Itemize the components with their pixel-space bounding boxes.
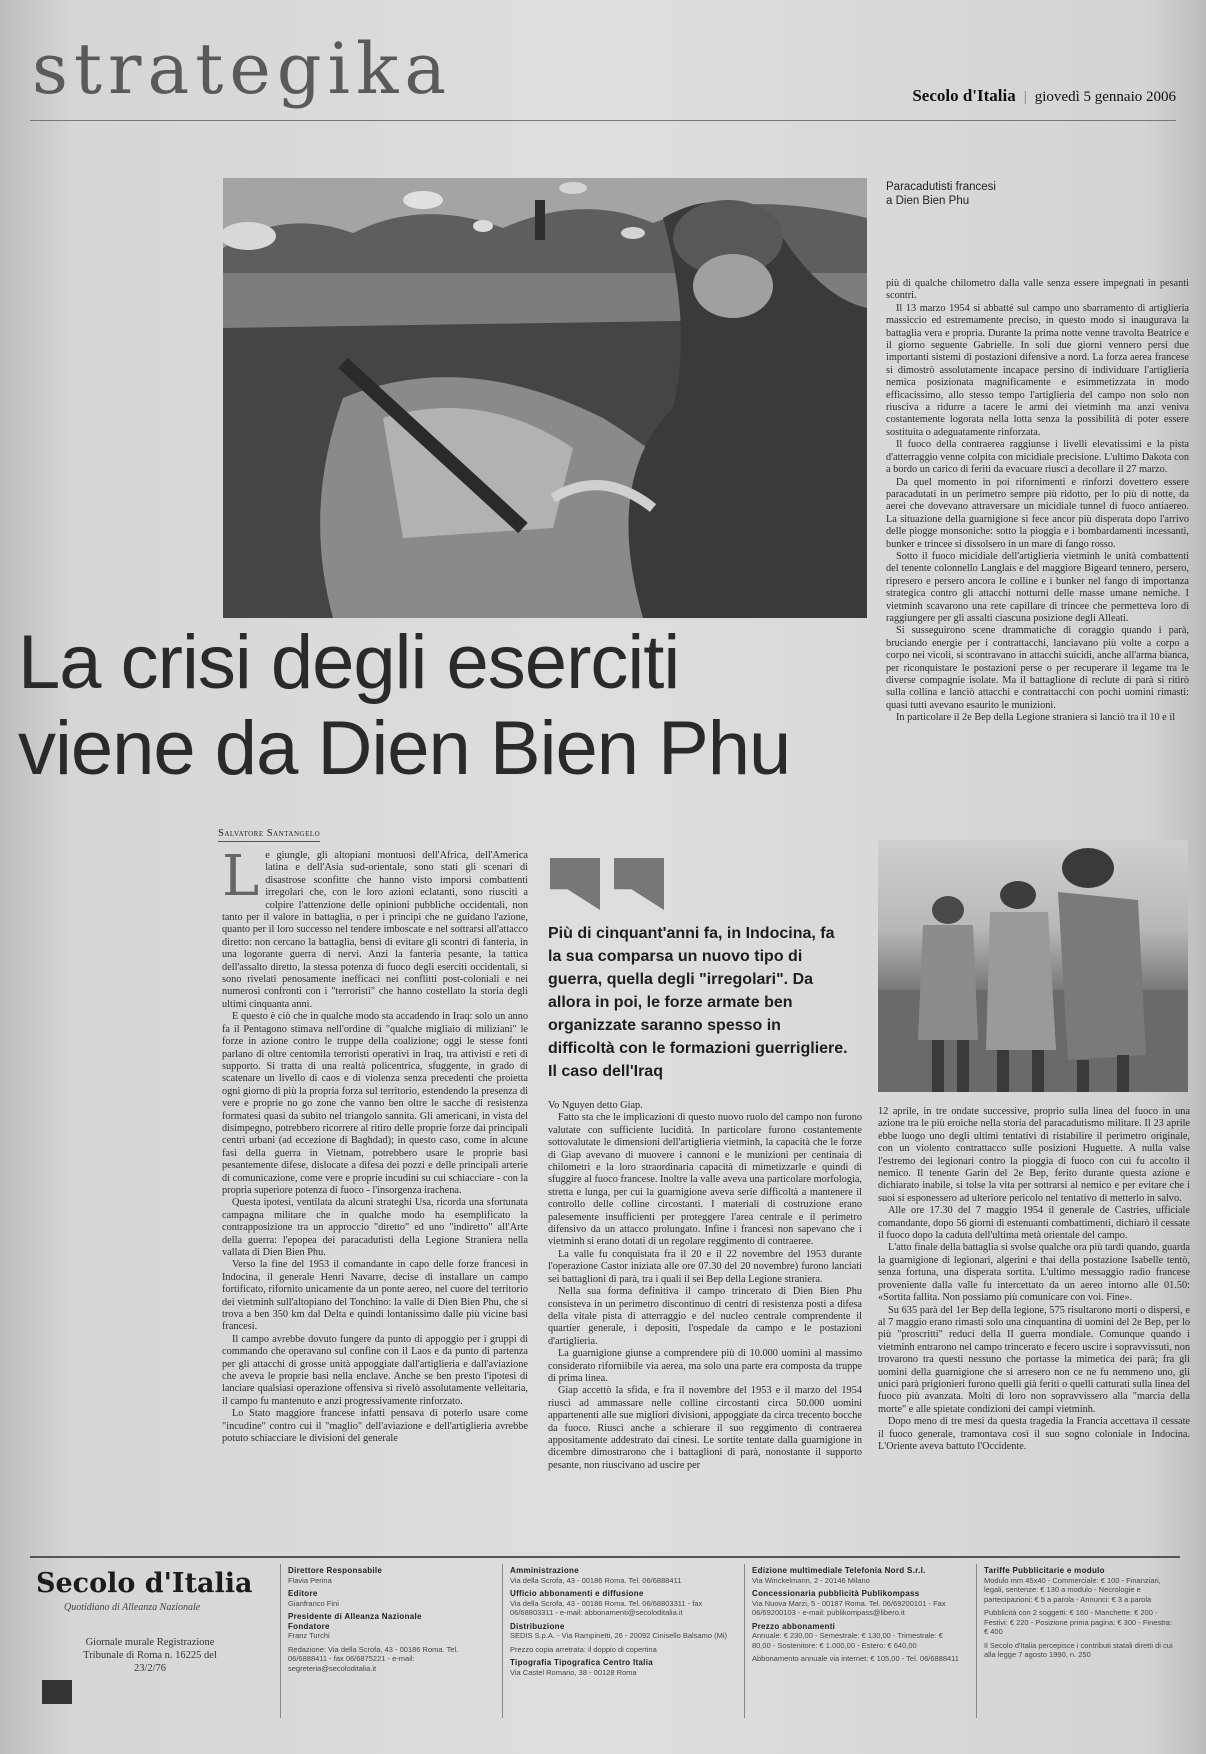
- publication-name: Secolo d'Italia: [912, 86, 1016, 105]
- colophon-key: Distribuzione: [510, 1621, 565, 1631]
- colophon-key: Presidente di Alleanza Nazionale: [288, 1612, 422, 1621]
- article-column-2: [548, 1100, 862, 1472]
- colophon-key: Editore: [288, 1589, 318, 1598]
- divider: [976, 1564, 977, 1718]
- colophon-value: Franz Turchi: [288, 1631, 330, 1640]
- byline: Salvatore Santangelo: [218, 828, 320, 842]
- paragraph: Giap accettò la sfida, e fra il novembre del 1953 e il marzo del 1954 riuscì ad ammassare nelle colline circostanti circa 50.000 uomini appartenenti alle sue migliori divisioni, appoggiate da circa trecento bocche da fuoco. Riuscì anche a schierare il suo reggimento di contraerea appositamente addestrato dai cinesi. Le sortite tentate dalla guarnigione in dicembre dimostrarono che i battaglioni di parà, nonostante il supporto pesante, non riuscivano ad uscire per: [548, 1385, 862, 1471]
- paragraph: Lo Stato maggiore francese infatti pensava di poterlo usare come "incudine" contro cui il "maglio" dell'aviazione e dell'artiglieria avrebbe potuto schiacciare le divisioni del generale: [222, 1408, 528, 1445]
- headline-line1: La crisi degli eserciti: [18, 620, 680, 705]
- issue-line: [912, 86, 1176, 106]
- soldiers-photo: [878, 840, 1188, 1092]
- colophon-value: Pubblicità con 2 soggetti: € 160 - Manchette: € 200 - Festivi: € 220 - Posizione prima pagina: € 300 - Finestra: € 400: [984, 1608, 1173, 1636]
- colophon-value: Flavia Perina: [288, 1575, 332, 1585]
- colophon-value: Via della Scrofa, 43 - 00186 Roma. Tel. 06/68803311 - fax 06/68803311 - e-mail: abbonamenti@secoloditalia.it: [510, 1598, 703, 1617]
- colophon-commercial: [752, 1566, 962, 1668]
- colophon-value: Prezzo copia arretrata: il doppio di copertina: [510, 1644, 657, 1654]
- photo-caption-line2: a Dien Bien Phu: [886, 195, 970, 207]
- headline: [18, 620, 878, 792]
- paragraph: Da quel momento in poi rifornimenti e rinforzi dovettero essere paracadutati in un perimetro sempre più ridotto, per lo più di notte, da aerei che dovevano attraversare un micidiale tunnel di fuoco antiaereo. La situazione della guarnigione si fece ancor più disperata dopo l'arrivo delle piogge monsoniche: sotto la pioggia e i bombardamenti incessanti, bunker e trincee si dissolsero in un mare di fango rosso.: [886, 476, 1189, 550]
- masthead-rule: [30, 120, 1176, 121]
- paragraph: Si susseguirono scene drammatiche di coraggio quando i parà, bruciando energie per i contrattacchi, lanciavano più volte a corpo a corpo nei vicoli, si scontravano in attacchi suicidi, anche all'arma bianca, per riconquistare le postazioni perse o per recuperare il legame tra le diverse compagnie isolate. Ma il battaglione di reclute di parà si ritirò sulla collina e lanciò attacchi e contrattacchi con pochi uomini rimasti: quasi tutti avevano esaurito le munizioni.: [886, 625, 1189, 711]
- colophon-key: Prezzo abbonamenti: [752, 1621, 836, 1631]
- paragraph: Su 635 parà del 1er Bep della legione, 575 risultarono morti o dispersi, e al 7 maggio erano rimasti solo una cinquantina di uomini del 2e Bep, per lo più "proscritti" reduci della II guerra mondiale. Comunque quando i vietminh entrarono nel campo trincerato e fecero uscire i sopravvissuti, non trovarono tra questi nessuno che portasse la mimetica dei parà; fra gli uomini della guarnigione che si arresero non ce ne fu nemmeno uno, gli unici parà prigionieri furono quelli già feriti o quelli catturati sulla linea del fuoco più avanzata. Molti di loro non sopravvissero alla "marcia della morte" e alle spietate condizioni dei campi vietminh.: [878, 1304, 1190, 1415]
- photo-caption-line1: Paracadutisti francesi: [886, 181, 996, 193]
- quote-marks-icon: [550, 858, 680, 910]
- colophon-value: Annuale: € 230,00 - Semestrale: € 130,00 - Trimestrale: € 80,00 - Sostenitore: € 1.000,00 - Estero: € 640,00: [752, 1631, 943, 1650]
- section-title: strategika: [32, 28, 453, 110]
- paragraph: Il 13 marzo 1954 si abbatté sul campo uno sbarramento di artiglieria massiccio ed estremamente preciso, in questo modo si inaugurava la battaglia vera e propria. Durante la prima notte venne travolta Beatrice e il giorno seguente Gabrielle. In soli due giorni vennero persi due importanti sistemi di postazioni difensive a nord. La forza aerea francese si dimostrò assolutamente incapace persino di individuare l'artiglieria nemica posizionata magnificamente e esimmetizzata in modo efficacissimo, allo stesso tempo l'artiglieria del campo non solo non riusciva a ridurre a tacere le armi dei vietminh ma anzi veniva costantemente logorata nella lotta senza la possibilità di poter essere sostituita o adeguatamente rinforzata.: [886, 302, 1189, 438]
- colophon-key: Concessionaria pubblicità Publikompass: [752, 1589, 920, 1598]
- paragraph: E questo è ciò che in qualche modo sta accadendo in Iraq: solo un anno fa il Pentagono stimava nell'ordine di "qualche migliaio di miliziani" le forze in azione contro le truppe della coalizione; oggi le stesse fonti parlano di oltre centomila terroristi operativi in Iraq, tra attivisti e reti di supporto. Si tratta di una realtà policentrica, sfuggente, in grado di scatenare un livello di caos e di violenza senza precedenti che proietta ogni giorno di più la propria forza sul territorio, estendendo la presenza di vere e proprie no go zone che vanno ben oltre le sacche di resistenza formatesi quasi da subito nel triangolo sannita. Gli americani, in vista del disimpegno, potrebbero ricorrere al ritiro delle proprie forze dai principali centri urbani (ad eccezione di Baghdad); in questo caso, come in alcune fasi della guerra in Vietnam, potrebbero usare le proprie basi pesantemente difese, dislocate a difesa dei pozzi e delle principali arterie di comunicazione, come vere e proprie incudini su cui schiacciare - con la propria superiore potenza di fuoco - l'insorgenza irachena.: [222, 1011, 528, 1196]
- paragraph: Vo Nguyen detto Giap.: [548, 1100, 643, 1111]
- colophon-key: Tariffe Pubblicitarie e modulo: [984, 1566, 1105, 1575]
- divider: [502, 1564, 503, 1718]
- colophon-value: Via Nuova Marzi, 5 - 00187 Roma. Tel. 06/69200101 - Fax 06/69200103 - e-mail: publikompass@libero.it: [752, 1598, 946, 1617]
- paragraph: e giungle, gli altopiani montuosi dell'Africa, dell'America latina e dell'Asia sud-orientale, sono stati gli scenari di disastrose sconfitte che hanno visto imporsi combattenti irregolari che, con le loro azioni eclatanti, sono riusciti a colpire l'attenzione delle opinioni pubbliche occidentali, non tanto per il valore in battaglia, o per i principi che ne guidano l'azione, quanto per il loro successo nel tendere imboscate e nel sottrarsi all'attacco diretto: non cercano la battaglia, bensì di evitare gli scontri di fanteria, in una logorante guerra di nervi. Anzi la fanteria pesante, la tattica dell'assalto diretto, la stessa potenza di fuoco degli eserciti occidentali, si sono rivelati penosamente inefficaci nei conflitti post-coloniali e nei numerosi confronti con i "terroristi" che hanno costellato la storia degli ultimi cinquanta anni.: [222, 850, 528, 1010]
- paratroopers-photo: [223, 178, 867, 618]
- paragraph: più di qualche chilometro dalla valle senza essere impegnati in pesanti scontri.: [886, 278, 1189, 302]
- paragraph: Dopo meno di tre mesi da questa tragedia la Francia accettava il cessate il fuoco generale, tramontava così il suo sogno coloniale in Indocina. L'Oriente aveva battuto l'Occidente.: [878, 1416, 1190, 1452]
- article-column-3-top: [886, 278, 1189, 725]
- colophon-key: Ufficio abbonamenti e diffusione: [510, 1589, 644, 1598]
- paragraph: Questa ipotesi, ventilata da alcuni strateghi Usa, ricorda una sfortunata campagna militare che in qualche modo ha esemplificato la contrapposizione tra un approccio "diretto" ed uno "indiretto" all'Arte della guerra: l'epopea dei paracadutisti della Legione Straniera nella vallata di Dien Bien Phu.: [222, 1197, 528, 1258]
- colophon-value: Il Secolo d'Italia percepisce i contributi statali diretti di cui alla legge 7 agosto 1990, n. 250: [984, 1640, 1173, 1659]
- issue-separator: |: [1023, 89, 1027, 105]
- paragraph: Nella sua forma definitiva il campo trincerato di Dien Bien Phu consisteva in un perimetro discontinuo di centri di resistenza posti a difesa della vitale pista di atterraggio e del nucleo centrale comprendente il quartier generale, i depositi, l'ospedale da campo e le postazioni d'artiglieria.: [548, 1286, 862, 1347]
- registration-note: Giornale murale Registrazione Tribunale di Roma n. 16225 del 23/2/76: [83, 1637, 217, 1674]
- colophon-value: Via Castel Romano, 38 - 00128 Roma: [510, 1667, 637, 1677]
- paragraph: La valle fu conquistata fra il 20 e il 22 novembre del 1953 durante l'operazione Castor iniziata alle ore 07.30 del 20 novembre) furono lanciati sei battaglioni di parà, tra i quali il sei Bep della Legione straniera.: [548, 1248, 862, 1285]
- colophon-value: Via della Scrofa, 43 - 00186 Roma. Tel. 06/6888411: [510, 1575, 682, 1585]
- colophon-value: Abbonamento annuale via internet: € 105,00 - Tel. 06/6888411: [752, 1654, 959, 1663]
- pull-quote: Più di cinquant'anni fa, in Indocina, fa la sua comparsa un nuovo tipo di guerra, quella degli "irregolari". Da allora in poi, le forze armate ben organizzate saranno spesso in difficoltà con le formazioni guerrigliere. Il caso dell'Iraq: [548, 925, 848, 1080]
- paragraph: In particolare il 2e Bep della Legione straniera si lanciò tra il 10 e il: [896, 712, 1176, 724]
- photo-caption: [886, 180, 1086, 208]
- paragraph: 12 aprile, in tre ondate successive, proprio sulla linea del fuoco in una azione tra le più eroiche nella storia del paracadutismo militare. Il 23 aprile ebbe luogo uno degli ultimi tentativi di ristabilire il perimetro originale, con un violento contrattacco sulle posizioni Huguette. A nulla valse l'estremo dei legionari contro la pioggia di fuoco con cui fu accolto il nemico. Il tenente Garin del 2e Bep, ferito durante questa azione e dichiarato inabile, si tolse la vita per sottrarsi al nemico e per evitare che i suoi si esponessero ad ulteriore pericolo nel tentativo di metterlo in salvo.: [878, 1106, 1190, 1204]
- colophon-key: Direttore Responsabile: [288, 1566, 383, 1575]
- colophon-value: Via Winckelmann, 2 - 20146 Milano: [752, 1575, 870, 1585]
- colophon-key: Fondatore: [288, 1621, 330, 1631]
- colophon-admin: [510, 1566, 730, 1681]
- divider: [280, 1564, 281, 1718]
- article-column-1: [222, 844, 528, 1446]
- issue-date: giovedì 5 gennaio 2006: [1034, 89, 1176, 105]
- paragraph: L'atto finale della battaglia si svolse qualche ora più tardi quando, guarda la guarnigione di legionari, algerini e thai della postazione Isabelle tentò, senza fortuna, una disperata sortita. L'ultimo messaggio radio francese proveniente dalla valle fu intercettato da un aereo intorno alle 01.50: «Sortita fallita. Non possiamo più comunicare con voi. Fine».: [878, 1242, 1190, 1304]
- divider: [744, 1564, 745, 1718]
- colophon: [30, 1556, 1180, 1728]
- publisher-mark-icon: [42, 1680, 72, 1704]
- colophon-key: Edizione multimediale Telefonia Nord S.r.l.: [752, 1566, 926, 1575]
- article-column-3-bottom: [878, 1106, 1190, 1453]
- paragraph: La guarnigione giunse a comprendere più di 10.000 uomini al massimo considerato riforniibile via aerea, ma solo una parte era composta da truppe di prima linea.: [548, 1348, 862, 1384]
- paragraph: Verso la fine del 1953 il comandante in capo delle forze francesi in Indocina, il generale Henri Navarre, decise di installare un campo fortificato, rifornito unicamente da un ponte aereo, nel cuore del territorio dei vietminh sull'altopiano del Tonchino: la valle di Dien Bien Phu, che si trova a ben 350 km dal Delta e quindi lontanissimo dalle più vicine basi francesi.: [222, 1259, 528, 1333]
- paragraph: Fatto sta che le implicazioni di questo nuovo ruolo del campo non furono valutate con sufficiente lucidità. In particolare furono costantemente sottovalutate le dimensioni dell'artiglieria vietminh, la capacità che le forze di Giap avevano di muovere i cannoni e le munizioni per centinaia di chilometri e la loro straordinaria capacità di mimetizzarle e quindi di sfuggire al fuoco francese. Inoltre la valle aveva una particolare morfologia, stretta e lunga, per cui la guarnigione aveva serie difficoltà a mantenere il controllo delle colline circostanti. I materiali di costruzione erano palesemente insufficienti per proteggere l'area centrale e il perimetro difensivo da un attacco prolungato. Infine i francesi non sapevano che i vietminh si erano dotati di un regolare reggimento di contraeree.: [548, 1112, 862, 1248]
- colophon-key: Amministrazione: [510, 1566, 579, 1575]
- headline-line2: viene da Dien Bien Phu: [18, 706, 791, 791]
- colophon-logo: Secolo d'Italia: [36, 1568, 253, 1599]
- colophon-value: SEDIS S.p.A. - Via Rampinetti, 26 - 20092 Cinisello Balsamo (Mi): [510, 1631, 728, 1640]
- drop-cap: L: [222, 844, 260, 909]
- colophon-rates: [984, 1566, 1174, 1664]
- soldiers-photo-art: [878, 840, 1188, 1092]
- paratroopers-photo-art: [223, 178, 867, 618]
- paragraph: Sotto il fuoco micidiale dell'artiglieria vietminh le unità combattenti del tenente colonnello Langlais e del maggiore Bigeard tennero, persero, ripresero e persero ancora le colline e i bunker nel fango di importanza strategica contro gli attacchi notturni delle masse umane nemiche. I vietminh scavarono una rete capillare di trincee che permetteva loro di raggiungere per gli assalti ciascuna posizione degli Alleati.: [886, 550, 1189, 624]
- colophon-staff: [288, 1566, 488, 1677]
- paragraph: Alle ore 17.30 del 7 maggio 1954 il generale de Castries, ufficiale comandante, dopo 56 giorni di estenuanti combattimenti, dichiarò il cessate il fuoco dopo la caduta dell'ultima metà orientale del campo.: [878, 1205, 1190, 1242]
- colophon-subtitle: Quotidiano di Alleanza Nazionale: [64, 1602, 201, 1613]
- paragraph: Il campo avrebbe dovuto fungere da punto di appoggio per i gruppi di commando che operavano sul confine con il Laos e da punto di partenza per gli attacchi di grosse unità appoggiate dall'artiglieria e dall'aviazione che aveva le proprie basi nella enclave. Anche se ben presto l'ipotesi di lanciare qualsiasi operazione offensiva si rivelò assolutamente velleitaria, il campo fu mantenuto e anzi progressivamente rinforzato.: [222, 1333, 528, 1407]
- colophon-value: Redazione: Via della Scrofa, 43 - 00186 Roma. Tel. 06/6888411 - fax 06/6875221 - e-mail: segreteria@secoloditalia.it: [288, 1644, 459, 1673]
- colophon-value: Modulo mm 45x40 - Commerciale: € 100 - Finanziari, legali, sentenze: € 130 a modulo - Necrologie e partecipazioni: € 5 a parola - Annunci: € 3 a parola: [984, 1575, 1161, 1604]
- colophon-key: Tipografia Tipografica Centro Italia: [510, 1658, 653, 1667]
- paragraph: Il fuoco della contraerea raggiunse i livelli elevatissimi e la pista d'atterraggio venne colpita con micidiale precisione. L'ultimo Dakota con a bordo un carico di feriti da evacuare riuscì a decollare il 27 marzo.: [886, 439, 1189, 476]
- colophon-value: Gianfranco Fini: [288, 1598, 339, 1608]
